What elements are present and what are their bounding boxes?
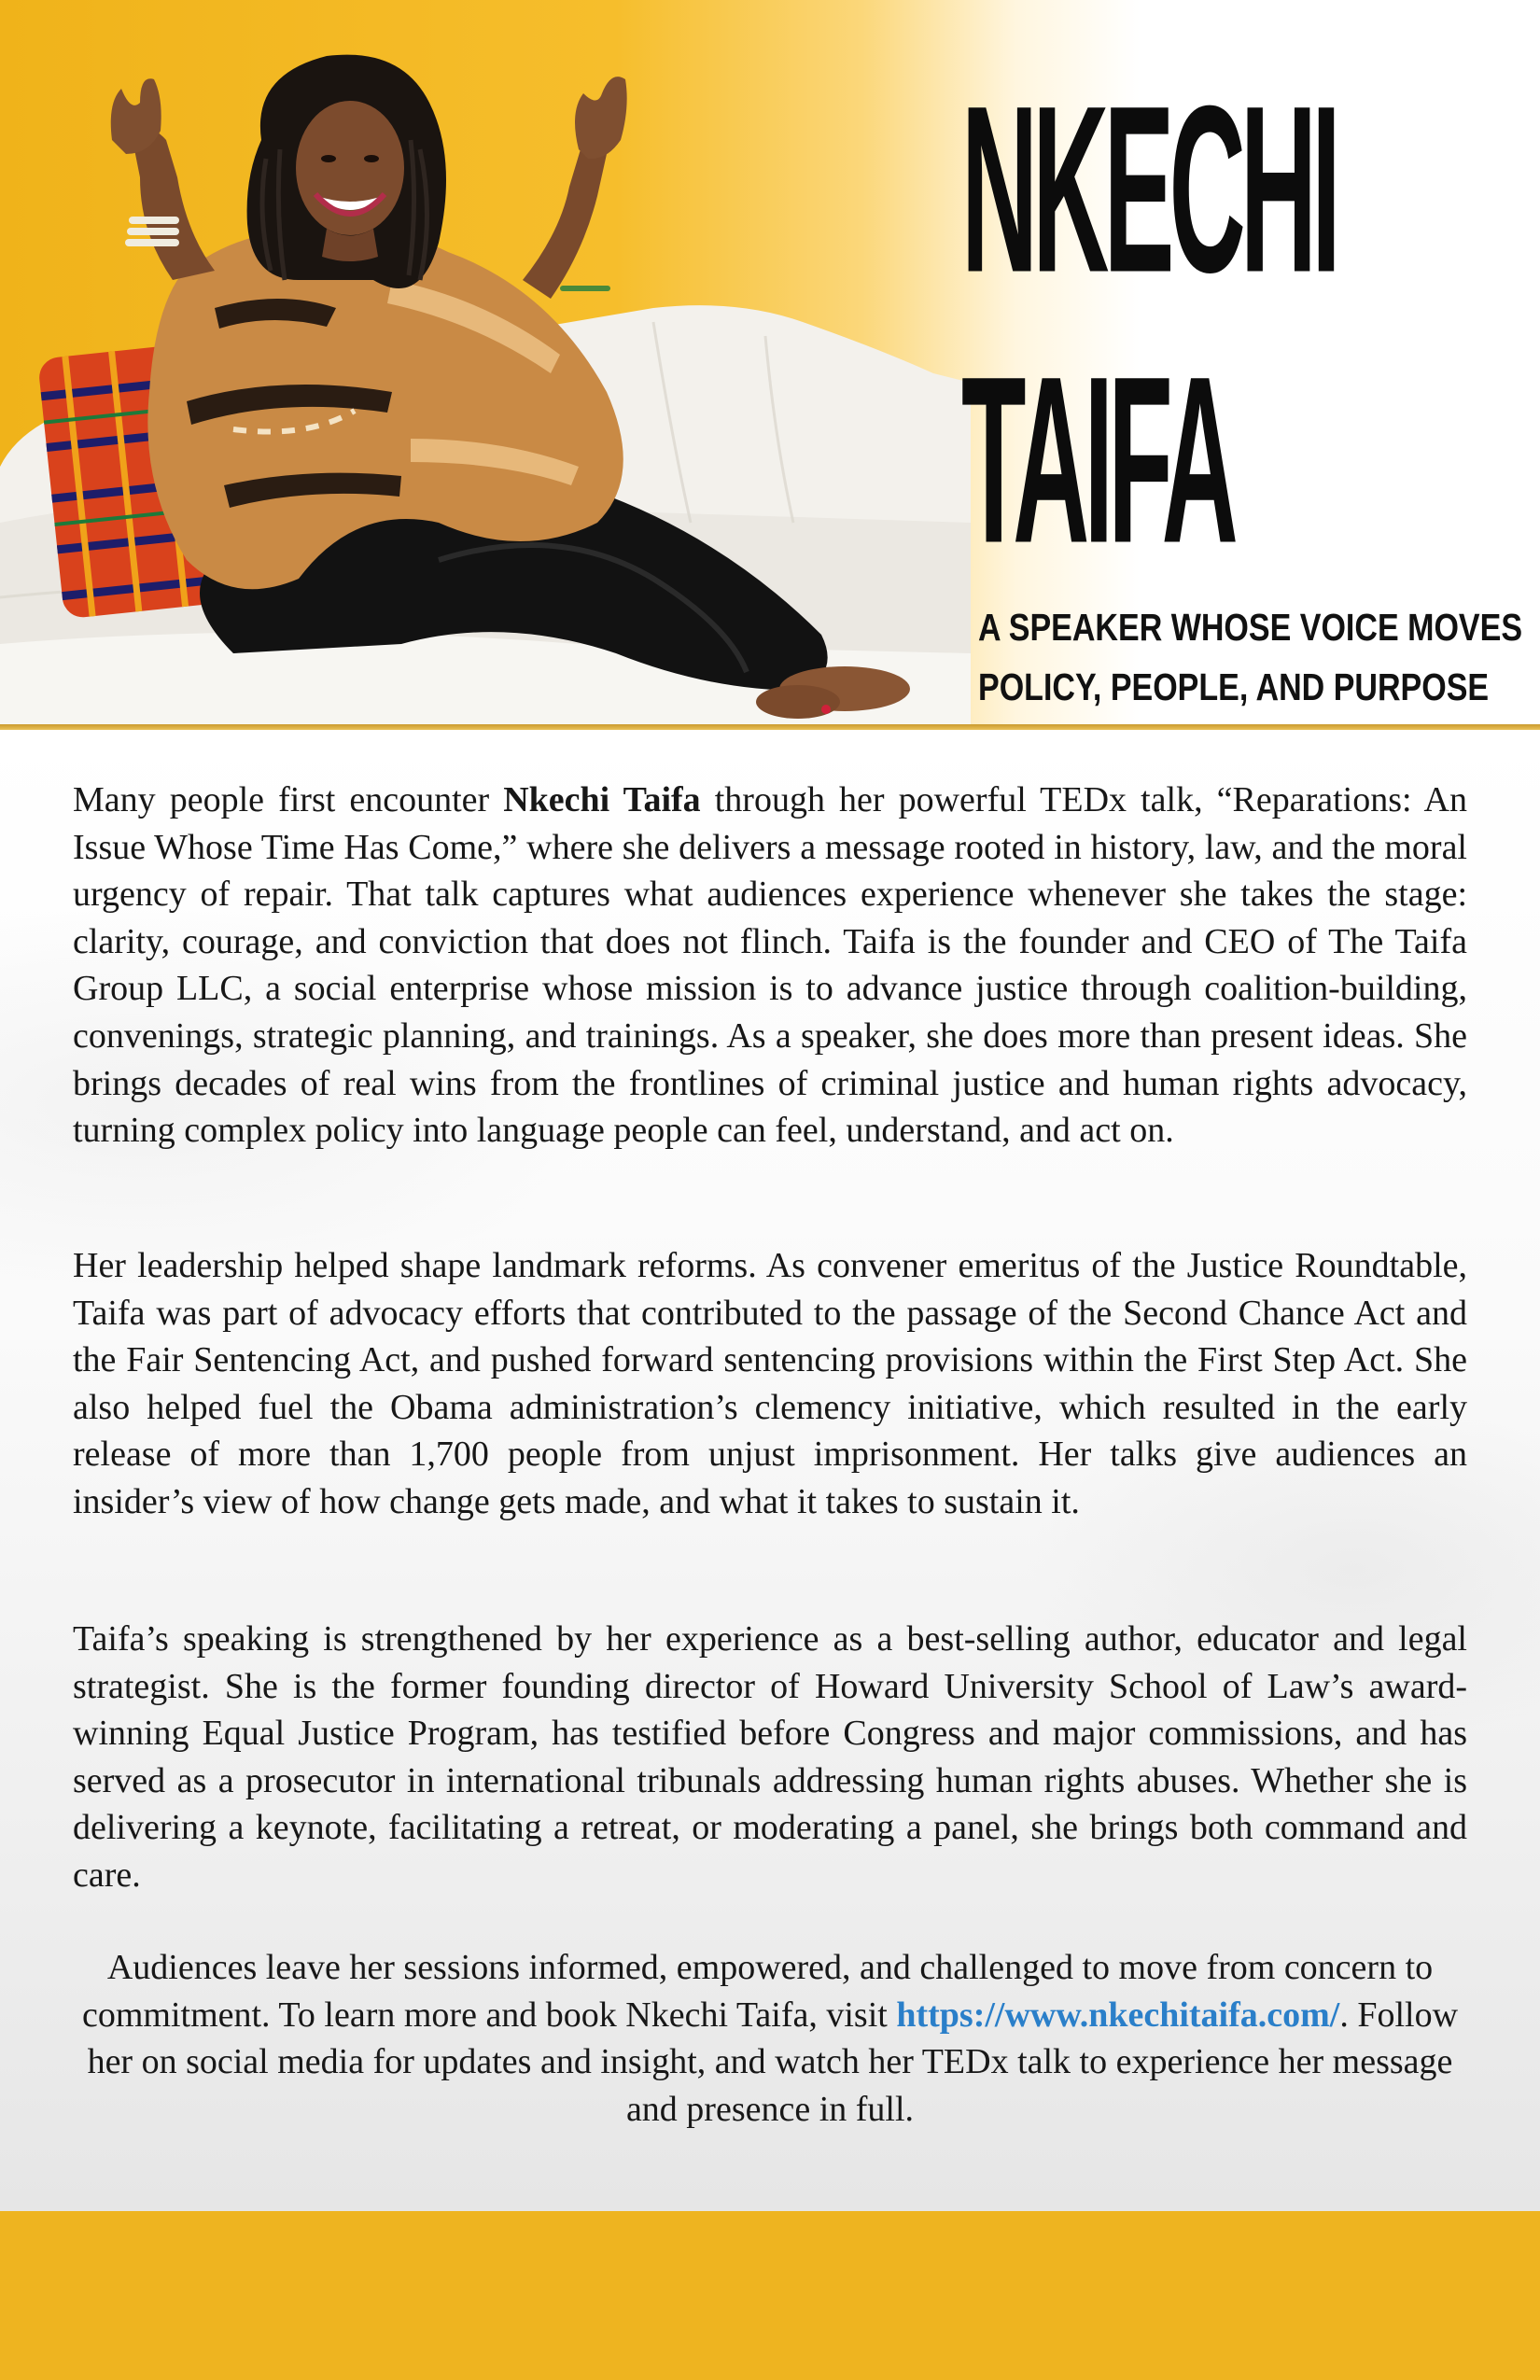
website-link[interactable]: https://www.nkechitaifa.com/ (896, 1995, 1340, 2035)
portrait-photo (0, 0, 971, 730)
footer-band (0, 2211, 1540, 2380)
bio-paragraph-3: Taifa’s speaking is strengthened by her experience as a best-selling author, educator and legal strategist. She is the former founding director of Howard University School of Law’s award-winning Equal Justice Program, has testified before Congress and major commissions, and has served as a prosecutor in international tribunals addressing human rights abuses. Whether she is delivering a keynote, facilitating a retreat, or moderating a panel, she brings both command and care. (73, 1619, 1467, 1895)
bio-paragraph-1 (73, 777, 1467, 1155)
closing-paragraph (65, 1944, 1475, 2133)
p4-rest: . Follow her on social media for updates and insight, and watch her TEDx talk to experience her message and presence in full. (87, 1995, 1459, 2129)
name-first: NKECHI (961, 56, 1336, 323)
bio-section (0, 731, 1540, 2211)
tagline-line-2: POLICY, PEOPLE, AND PURPOSE (978, 665, 1490, 708)
speaker-name-bold: Nkechi Taifa (503, 780, 701, 819)
bio-paragraph-2: Her leadership helped shape landmark reforms. As convener emeritus of the Justice Roundtable, Taifa was part of advocacy efforts that contributed to the passage of the Second Chance Act and the Fair Sentencing Act, and pushed forward sentencing provisions within the First Step Act. She also helped fuel the Obama administration’s clemency initiative, which resulted in the early release of more than 1,700 people from unjust imprisonment. Her talks give audiences an insider’s view of how change gets made, and what it takes to sustain it. (73, 1246, 1467, 1521)
p1-lead: Many people first encounter (73, 780, 504, 819)
header-divider (0, 724, 1540, 730)
tagline (978, 597, 1538, 717)
hero-banner (0, 0, 1540, 730)
tagline-line-1: A SPEAKER WHOSE VOICE MOVES (978, 606, 1523, 649)
p1-rest: through her powerful TEDx talk, “Reparations: An Issue Whose Time Has Come,” where she delivers a message rooted in history, law, and the moral urgency of repair. That talk captures what audiences experience whenever she takes the stage: clarity, courage, and conviction that does not flinch. Taifa is the founder and CEO of The Taifa Group LLC, a social enterprise whose mission is to advance justice through coalition-building, convenings, strategic planning, and trainings. As a speaker, she does more than present ideas. She brings decades of real wins from the frontlines of criminal justice and human rights advocacy, turning complex policy into language people can feel, understand, and act on. (73, 780, 1467, 1151)
p4-lead: Audiences leave her sessions informed, empowered, and challenged to move from concern to commitment. To learn more and book Nkechi Taifa, visit (81, 1948, 1434, 2035)
name-last: TAIFA (961, 327, 1233, 594)
